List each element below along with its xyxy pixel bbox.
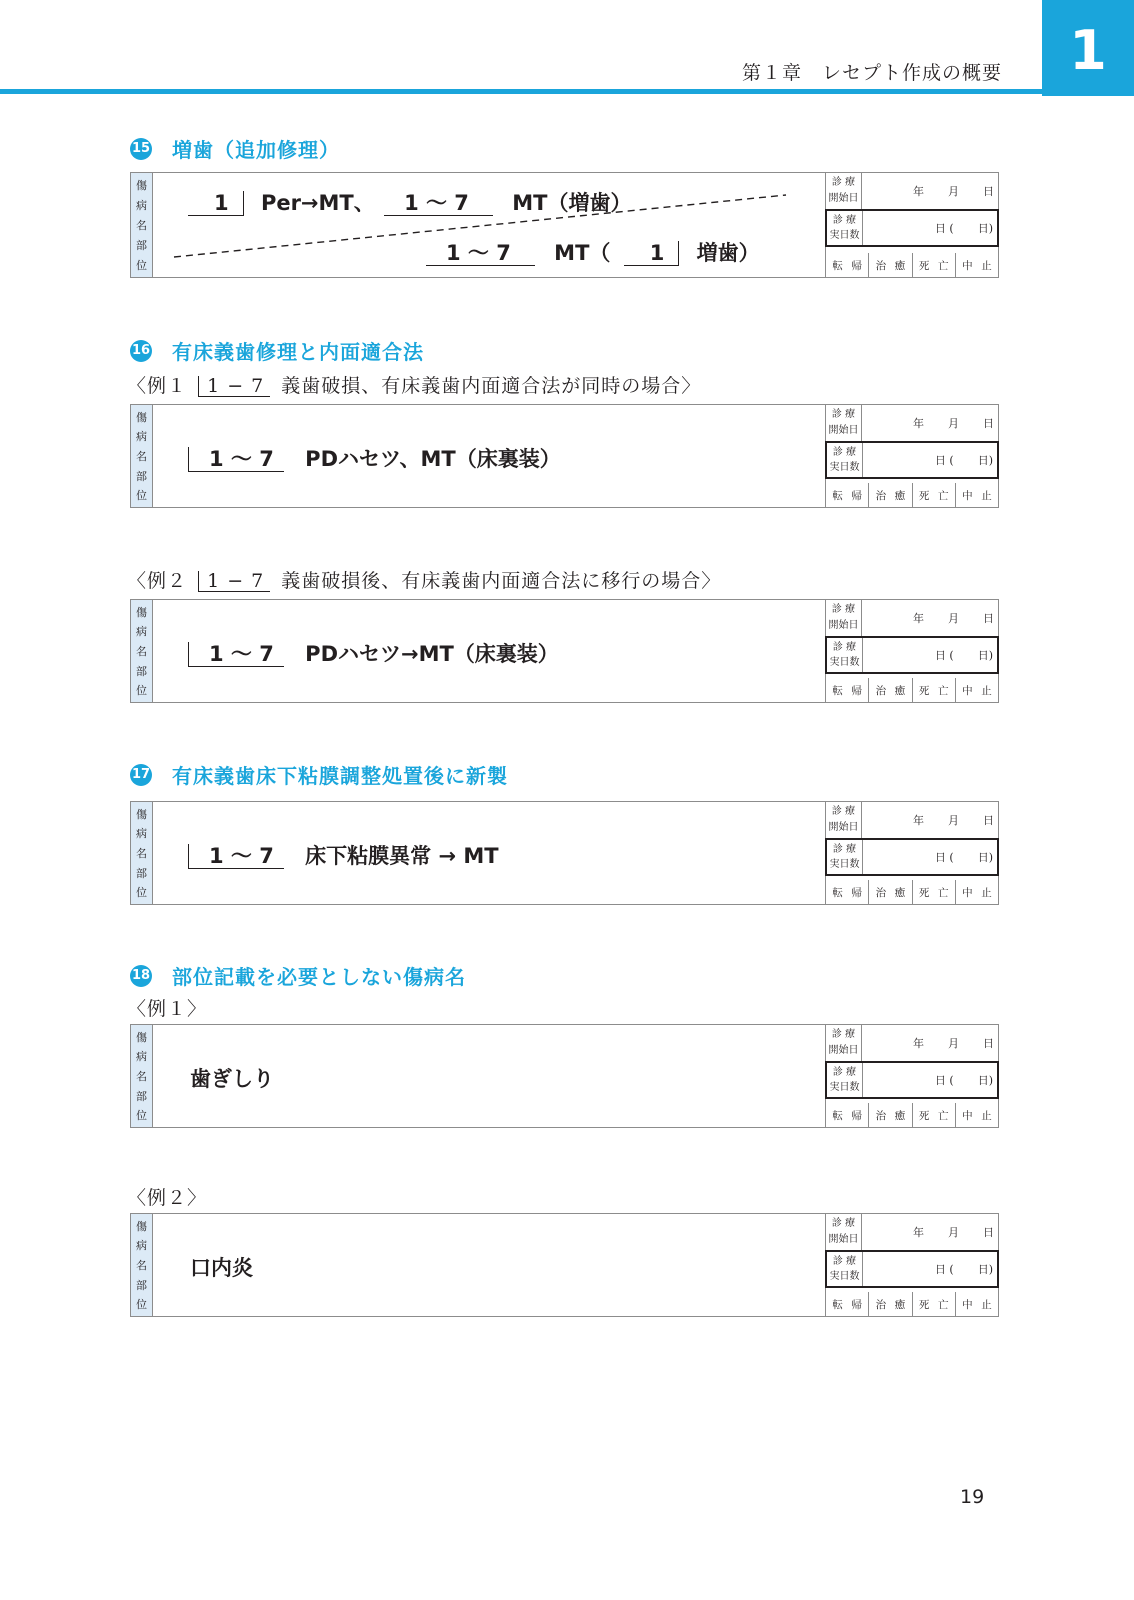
treatment-days-values [863,840,997,874]
example-caption [127,566,721,593]
section-title: 部位記載を必要としない傷病名 [172,965,466,989]
treatment-days-label [827,1252,863,1286]
outcome-char: 亡 [937,1298,949,1311]
tooth-range: 1 〜 7 [188,642,284,667]
treatment-days-label [827,211,863,245]
treatment-days-row [825,1061,999,1099]
outcome-cell [913,483,956,507]
outcome-char: 亡 [937,684,949,697]
chapter-tab: 1 [1042,0,1134,96]
outcome-char: 止 [981,684,992,697]
receipt-form [130,1213,999,1317]
day-unit: 日) [977,222,993,235]
entry-line-1 [188,187,631,217]
form-content [154,405,826,507]
day-unit: 日 ( [934,1074,954,1087]
receipt-form [130,1024,999,1128]
outcome-char: 治 [875,259,887,272]
outcome-cell [826,1292,869,1316]
outcome-char: 死 [918,489,930,502]
outcome-cell [913,678,956,702]
date-unit: 年 [913,417,924,430]
outcome-char: 癒 [894,489,906,502]
outcome-cell [869,1103,912,1127]
form-label-char: 位 [136,259,147,272]
form-label-char: 名 [136,644,147,658]
form-right-panel [825,1214,998,1316]
label-text: 診 療 [832,1255,857,1267]
form-label-char: 病 [136,827,147,841]
form-right-panel [825,405,998,507]
form-label-char: 位 [136,684,147,698]
tooth-range: 1 − 7 [198,571,270,592]
label-text: 実日数 [829,229,860,241]
outcome-char: 亡 [937,489,949,502]
treatment-days-values [863,443,997,477]
label-text: 診 療 [832,214,857,226]
tooth-range: 1 [624,241,680,266]
start-date-row [826,405,998,442]
label-text: 診 療 [831,1029,856,1040]
tooth-range: 1 − 7 [198,376,270,397]
outcome-char: 帰 [851,259,862,272]
date-unit: 年 [913,1226,924,1239]
form-label-char: 傷 [136,410,147,424]
form-label-column [131,1214,153,1316]
tooth-range: 1 〜 7 [188,844,284,869]
treatment-days-label [827,443,863,477]
start-date-values [862,1025,998,1061]
treatment-days-label [827,1063,863,1097]
outcome-char: 中 [962,1298,973,1311]
outcome-char: 帰 [851,886,862,899]
outcome-char: 亡 [937,1109,949,1122]
label-text: 開始日 [828,1234,859,1245]
form-label-char: 部 [136,1278,147,1292]
day-unit: 日) [977,851,993,864]
start-date-label [826,1025,862,1061]
entry-text: 口内炎 [190,1256,253,1280]
form-label-char: 位 [136,489,147,503]
section-18-heading [130,961,466,990]
entry-text: 歯ぎしり [190,1067,274,1091]
outcome-row [826,678,998,702]
outcome-cell [913,880,956,904]
outcome-cell [826,253,869,277]
outcome-char: 癒 [894,1109,906,1122]
form-label-column [131,1025,153,1127]
example-caption: 〈例１〉 [127,998,208,1020]
outcome-cell [826,1103,869,1127]
form-label-char: 位 [136,1109,147,1123]
form-label-char: 名 [136,846,147,860]
date-unit: 月 [948,1226,959,1239]
outcome-char: 中 [962,259,973,272]
tooth-range: 1 〜 7 [384,191,493,216]
start-date-values [862,600,998,636]
outcome-cell [826,483,869,507]
start-date-values [862,173,998,209]
form-label-column [131,600,153,702]
start-date-row [826,600,998,637]
entry-text: PDハセツ→MT（床裏装） [305,642,559,666]
outcome-row [826,483,998,507]
day-unit: 日 ( [934,222,954,235]
example-caption: 〈例２〉 [127,1187,208,1209]
outcome-char: 転 [832,489,843,502]
treatment-days-label [827,638,863,672]
outcome-char: 中 [962,1109,973,1122]
label-text: 開始日 [828,822,859,833]
outcome-char: 治 [875,489,887,502]
outcome-char: 転 [832,684,843,697]
form-label-char: 病 [136,1239,147,1253]
date-unit: 日 [983,612,994,625]
outcome-char: 転 [832,1109,843,1122]
form-content [154,600,826,702]
outcome-row [826,1292,998,1316]
form-label-char: 傷 [136,807,147,821]
form-label-char: 名 [136,449,147,463]
form-label-char: 部 [136,239,147,252]
example-text: 義歯破損後、有床義歯内面適合法に移行の場合〉 [281,570,722,592]
form-label-char: 名 [136,1069,147,1083]
date-unit: 日 [983,417,994,430]
outcome-row [826,1103,998,1127]
start-date-row [826,1214,998,1251]
label-text: 実日数 [829,461,860,473]
outcome-cell [956,253,998,277]
label-text: 診 療 [832,1066,857,1078]
receipt-form [130,172,999,278]
entry-line-2 [426,237,760,267]
form-right-panel [825,173,998,277]
day-unit: 日 ( [934,1263,954,1276]
treatment-days-values [863,638,997,672]
section-title: 有床義歯床下粘膜調整処置後に新製 [172,764,508,788]
outcome-char: 死 [918,1109,930,1122]
form-label-char: 傷 [136,1030,147,1044]
outcome-char: 治 [875,1109,887,1122]
entry-line [188,638,559,668]
example-text: 義歯破損、有床義歯内面適合法が同時の場合〉 [281,375,702,397]
label-text: 開始日 [828,620,859,631]
start-date-row [826,1025,998,1062]
outcome-char: 転 [832,1298,843,1311]
form-content [154,802,826,904]
outcome-char: 止 [981,886,992,899]
treatment-days-row [825,636,999,674]
entry-text: MT（ [554,241,611,265]
form-label-column [131,173,153,277]
date-unit: 日 [983,1226,994,1239]
form-label-char: 部 [136,1089,147,1103]
form-label-char: 名 [136,1258,147,1272]
form-label-char: 傷 [136,605,147,619]
outcome-char: 癒 [894,684,906,697]
date-unit: 月 [948,417,959,430]
outcome-cell [869,1292,912,1316]
label-text: 実日数 [829,656,860,668]
treatment-days-row [825,209,999,247]
start-date-row [826,173,998,210]
outcome-cell [826,880,869,904]
tooth-range: 1 〜 7 [188,447,284,472]
outcome-char: 死 [918,1298,930,1311]
outcome-char: 止 [981,1109,992,1122]
day-unit: 日) [977,1263,993,1276]
label-text: 診 療 [831,604,856,615]
outcome-char: 帰 [851,684,862,697]
date-unit: 日 [983,814,994,827]
form-label-char: 部 [136,664,147,678]
day-unit: 日) [977,649,993,662]
date-unit: 日 [983,1037,994,1050]
tooth-range: 1 〜 7 [426,241,535,266]
outcome-char: 中 [962,684,973,697]
header-rule [0,89,1042,94]
day-unit: 日) [977,1074,993,1087]
outcome-char: 治 [875,684,887,697]
start-date-label [826,1214,862,1250]
entry-text: PDハセツ、MT（床裏装） [305,447,561,471]
outcome-char: 死 [918,684,930,697]
outcome-char: 癒 [894,886,906,899]
outcome-char: 治 [875,886,887,899]
date-unit: 月 [948,1037,959,1050]
outcome-cell [956,1292,998,1316]
start-date-label [826,600,862,636]
start-date-values [862,1214,998,1250]
form-label-char: 部 [136,866,147,880]
outcome-char: 亡 [937,886,949,899]
outcome-cell [869,880,912,904]
form-label-char: 位 [136,886,147,900]
section-number: 18 [130,965,152,987]
section-17-heading [130,760,508,789]
form-right-panel [825,802,998,904]
outcome-char: 止 [981,489,992,502]
label-text: 診 療 [832,843,857,855]
form-label-char: 病 [136,625,147,639]
treatment-days-values [863,1063,997,1097]
section-title: 増歯（追加修理） [172,138,340,162]
label-text: 診 療 [831,806,856,817]
label-text: 実日数 [829,858,860,870]
date-unit: 月 [948,814,959,827]
day-unit: 日 ( [934,649,954,662]
form-content [154,173,826,277]
form-label-char: 部 [136,469,147,483]
label-text: 診 療 [832,446,857,458]
label-text: 開始日 [828,193,859,204]
label-text: 開始日 [828,425,859,436]
receipt-form [130,599,999,703]
outcome-cell [956,1103,998,1127]
treatment-days-row [825,838,999,876]
entry-text: MT（増歯） [512,191,632,215]
date-unit: 日 [983,185,994,198]
example-caption [127,371,701,398]
treatment-days-row [825,441,999,479]
page-number: 19 [960,1486,985,1508]
date-unit: 年 [913,1037,924,1050]
outcome-char: 治 [875,1298,887,1311]
treatment-days-label [827,840,863,874]
treatment-days-row [825,1250,999,1288]
start-date-values [862,405,998,441]
outcome-cell [826,678,869,702]
outcome-char: 転 [832,259,843,272]
form-label-char: 病 [136,430,147,444]
date-unit: 月 [948,612,959,625]
outcome-char: 止 [981,259,992,272]
outcome-cell [956,678,998,702]
form-label-char: 名 [136,219,147,232]
date-unit: 年 [913,612,924,625]
section-15-heading [130,134,340,163]
section-16-heading [130,336,424,365]
label-text: 開始日 [828,1045,859,1056]
section-number: 17 [130,764,152,786]
label-text: 実日数 [829,1081,860,1093]
outcome-cell [956,880,998,904]
form-content [154,1025,826,1127]
form-right-panel [825,1025,998,1127]
start-date-label [826,173,862,209]
entry-text: 床下粘膜異常 → MT [305,844,499,868]
start-date-values [862,802,998,838]
outcome-char: 中 [962,886,973,899]
outcome-char: 亡 [937,259,949,272]
outcome-cell [913,253,956,277]
outcome-cell [869,253,912,277]
form-label-char: 傷 [136,1219,147,1233]
day-unit: 日 ( [934,851,954,864]
outcome-cell [869,678,912,702]
chapter-title: 第１章 レセプト作成の概要 [741,62,1002,84]
example-prefix: 〈例２ [127,570,188,592]
day-unit: 日 ( [934,454,954,467]
entry-text: 増歯） [696,241,760,265]
label-text: 診 療 [831,1218,856,1229]
outcome-cell [913,1292,956,1316]
form-label-column [131,405,153,507]
start-date-label [826,802,862,838]
section-number: 15 [130,138,152,160]
date-unit: 年 [913,814,924,827]
form-content [154,1214,826,1316]
start-date-row [826,802,998,839]
label-text: 診 療 [831,177,856,188]
form-label-char: 傷 [136,179,147,192]
outcome-char: 帰 [851,489,862,502]
outcome-char: 帰 [851,1298,862,1311]
outcome-char: 中 [962,489,973,502]
form-label-char: 病 [136,1050,147,1064]
treatment-days-values [863,211,997,245]
outcome-row [826,880,998,904]
receipt-form [130,404,999,508]
example-prefix: 〈例１ [127,375,188,397]
date-unit: 年 [913,185,924,198]
outcome-char: 死 [918,886,930,899]
outcome-char: 癒 [894,259,906,272]
outcome-cell [956,483,998,507]
outcome-char: 癒 [894,1298,906,1311]
form-label-char: 病 [136,199,147,212]
outcome-char: 止 [981,1298,992,1311]
outcome-row [826,253,998,277]
date-unit: 月 [948,185,959,198]
form-label-column [131,802,153,904]
treatment-days-values [863,1252,997,1286]
tooth-range: 1 [188,191,244,216]
label-text: 実日数 [829,1270,860,1282]
section-title: 有床義歯修理と内面適合法 [172,340,424,364]
receipt-form [130,801,999,905]
entry-line [188,840,499,870]
entry-line [188,443,561,473]
outcome-cell [913,1103,956,1127]
form-label-char: 位 [136,1298,147,1312]
form-right-panel [825,600,998,702]
entry-text: Per→MT、 [260,191,375,215]
outcome-char: 死 [918,259,930,272]
outcome-char: 帰 [851,1109,862,1122]
outcome-char: 転 [832,886,843,899]
label-text: 診 療 [831,409,856,420]
section-number: 16 [130,340,152,362]
day-unit: 日) [977,454,993,467]
label-text: 診 療 [832,641,857,653]
start-date-label [826,405,862,441]
outcome-cell [869,483,912,507]
